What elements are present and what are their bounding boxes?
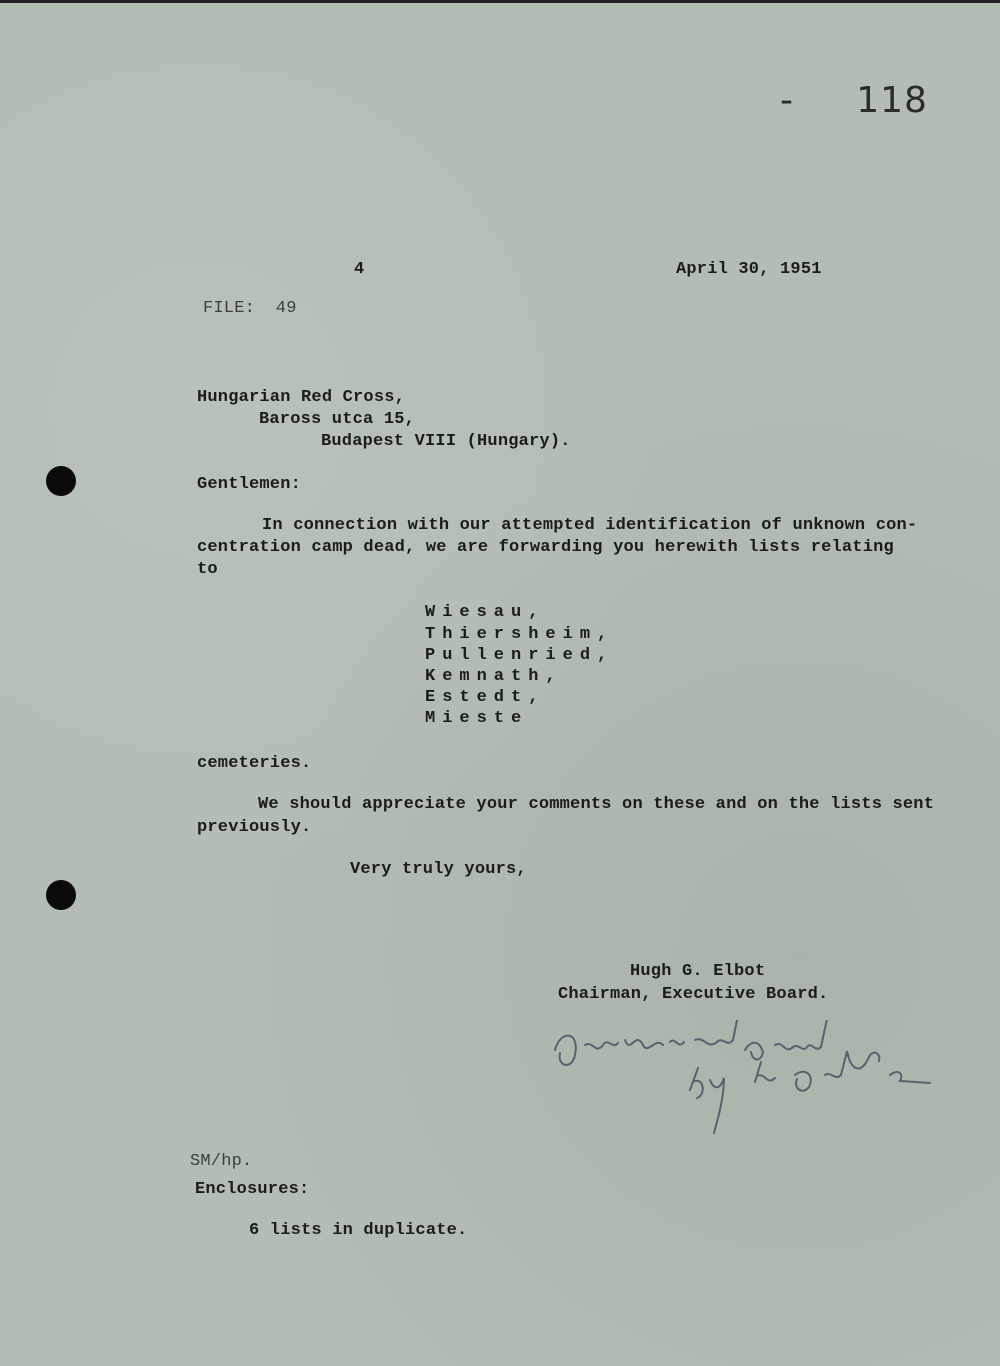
place-thiersheim: Thiersheim, (425, 625, 615, 644)
place-mieste: Mieste (425, 709, 529, 728)
closing: Very truly yours, (350, 860, 527, 879)
body-line-3: to (197, 560, 218, 579)
enclosures-list: 6 lists in duplicate. (249, 1221, 468, 1240)
place-kemnath: Kemnath, (425, 667, 563, 686)
file-reference: FILE: 49 (203, 299, 297, 318)
place-estedt: Estedt, (425, 688, 546, 707)
reference-number: 4 (354, 260, 365, 279)
body-line-2: centration camp dead, we are forwarding you herewith lists relating (197, 538, 894, 557)
address-line-2: Baross utca 15, (259, 410, 416, 429)
punch-hole-top (46, 466, 76, 496)
address-line-1: Hungarian Red Cross, (197, 388, 406, 407)
page-edge (0, 0, 1000, 3)
place-wiesau: Wiesau, (425, 603, 546, 622)
body-line-1: In connection with our attempted identification of unknown con- (262, 516, 918, 535)
handwritten-signature-note (545, 1020, 965, 1170)
punch-hole-bottom (46, 880, 76, 910)
page-number: 118 (856, 80, 928, 121)
body-cemeteries: cemeteries. (197, 754, 312, 773)
enclosures-label: Enclosures: (195, 1180, 310, 1199)
page-mark: - (780, 80, 794, 121)
salutation: Gentlemen: (197, 475, 302, 494)
page-number-stamp (780, 80, 928, 121)
signer-name: Hugh G. Elbot (630, 962, 766, 981)
place-pullenried: Pullenried, (425, 646, 615, 665)
signer-title: Chairman, Executive Board. (558, 985, 829, 1004)
address-line-3: Budapest VIII (Hungary). (321, 432, 571, 451)
letter-date: April 30, 1951 (676, 260, 822, 279)
body-line-p2-1: We should appreciate your comments on these and on the lists sent (258, 795, 935, 814)
typist-initials: SM/hp. (190, 1152, 253, 1171)
body-line-p2-2: previously. (197, 818, 312, 837)
